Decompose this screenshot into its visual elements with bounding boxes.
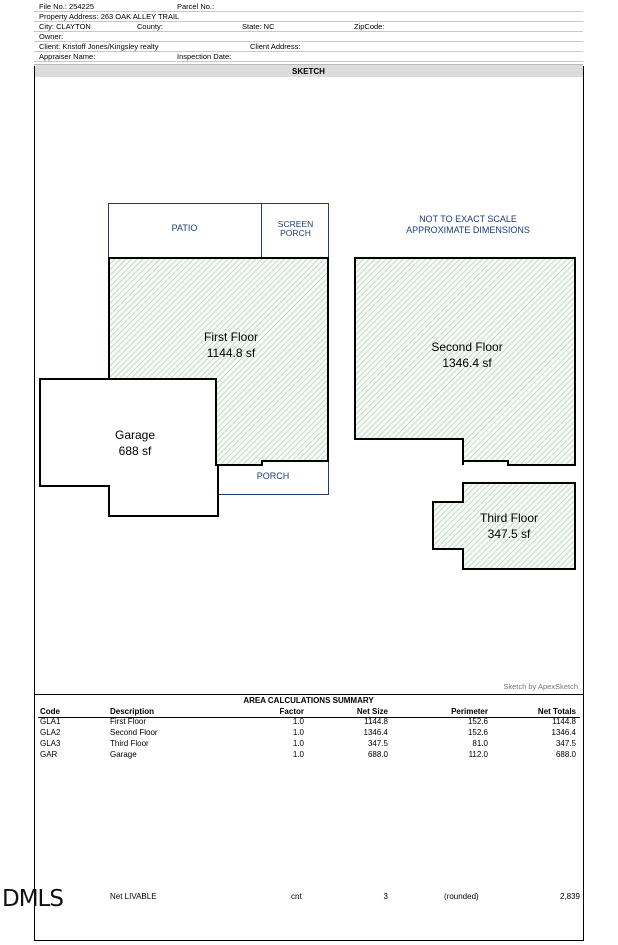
city: City: CLAYTON (39, 22, 91, 31)
row-net-size: 1144.8 (364, 717, 388, 726)
first-floor-name: First Floor (204, 330, 258, 344)
row-factor: 1.0 (292, 717, 304, 726)
col-net-totals: Net Totals (537, 707, 576, 716)
row-factor: 1.0 (292, 739, 304, 748)
second-floor-name: Second Floor (431, 340, 503, 354)
row-factor: 1.0 (292, 728, 304, 737)
row-net-size: 1346.4 (363, 728, 388, 737)
row-net-size: 347.5 (367, 739, 388, 748)
screen-porch-line2: PORCH (280, 228, 311, 238)
row-code: GLA3 (40, 739, 61, 748)
third-floor-name: Third Floor (479, 511, 538, 525)
net-cnt-value: 3 (383, 892, 388, 901)
row-description: Second Floor (110, 728, 158, 737)
row-description: Garage (110, 750, 137, 759)
row-code: GLA1 (40, 717, 61, 726)
row-net-total: 347.5 (555, 739, 576, 748)
client: Client: Kristoff Jones/Kingsley realty (39, 42, 159, 51)
screen-porch-line1: SCREEN (277, 219, 314, 229)
first-floor-area: 1144.8 sf (206, 346, 256, 360)
sketch-title: SKETCH (34, 64, 583, 77)
state: State: NC (242, 22, 275, 31)
net-livable-total: 2,839 (559, 892, 580, 901)
row-description: First Floor (110, 717, 146, 726)
row-factor: 1.0 (292, 750, 304, 759)
zipcode: ZipCode: (354, 22, 385, 31)
property-address: Property Address: 263 OAK ALLEY TRAIL (39, 12, 180, 21)
col-factor: Factor (279, 707, 304, 716)
row-code: GAR (40, 750, 58, 759)
net-rounded-label: (rounded) (444, 892, 479, 901)
file-no: File No.: 254225 (39, 2, 95, 11)
second-floor-area: 1346.4 sf (442, 356, 492, 370)
garage-area: 688 sf (118, 444, 152, 458)
sketch-credit: Sketch by ApexSketch (503, 682, 578, 691)
client-address: Client Address: (250, 42, 301, 51)
row-perimeter: 112.0 (468, 750, 488, 759)
net-cnt-label: cnt (291, 892, 302, 901)
county: County: (137, 22, 163, 31)
row-net-total: 1144.8 (552, 717, 576, 726)
dmls-logo: DMLS (2, 886, 63, 912)
first-floor-label (176, 329, 286, 361)
inspection-date: Inspection Date: (177, 52, 232, 61)
scale-note (380, 214, 556, 236)
garage-label (80, 427, 190, 459)
net-livable-label: Net LIVABLE (110, 892, 157, 901)
patio-label: PATIO (171, 223, 198, 233)
scale-note-line1: NOT TO EXACT SCALE (419, 214, 517, 224)
row-perimeter: 152.6 (467, 728, 488, 737)
row-net-size: 688.0 (367, 750, 388, 759)
screen-porch-label (262, 220, 329, 238)
third-floor-label (454, 510, 564, 542)
porch-label: PORCH (256, 471, 290, 481)
row-perimeter: 81.0 (472, 739, 488, 748)
col-code: Code (40, 707, 60, 716)
col-perimeter: Perimeter (451, 707, 488, 716)
owner: Owner: (39, 32, 64, 41)
summary-title: AREA CALCULATIONS SUMMARY (243, 696, 374, 705)
appraiser-name: Appraiser Name: (39, 52, 96, 61)
parcel-no: Parcel No.: (177, 2, 215, 11)
scale-note-line2: APPROXIMATE DIMENSIONS (406, 225, 530, 235)
row-net-total: 688.0 (555, 750, 576, 759)
col-net-size: Net Size (356, 707, 388, 716)
row-code: GLA2 (40, 728, 61, 737)
third-floor-area: 347.5 sf (487, 527, 531, 541)
second-floor-label (412, 339, 522, 371)
row-description: Third Floor (110, 739, 149, 748)
garage-name: Garage (114, 428, 156, 442)
row-perimeter: 152.6 (467, 717, 488, 726)
col-description: Description (110, 707, 155, 716)
summary-divider (34, 694, 583, 695)
row-net-total: 1346.4 (551, 728, 576, 737)
